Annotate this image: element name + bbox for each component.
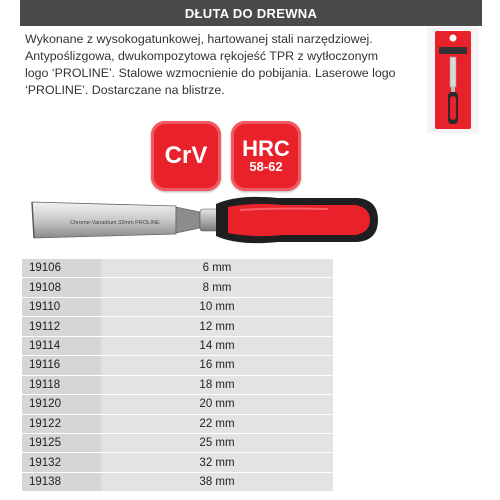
product-code-cell: 19120 xyxy=(22,395,101,414)
product-code-cell: 19118 xyxy=(22,375,101,394)
spec-table xyxy=(22,259,333,492)
table-row xyxy=(22,433,333,452)
table-row xyxy=(22,375,333,394)
table-row xyxy=(22,259,333,278)
product-code-cell: 19114 xyxy=(22,336,101,355)
product-code-cell: 19108 xyxy=(22,278,101,297)
description-line: Antypoślizgowa, dwukompozytowa rękojeść TPR z wytłoczonym xyxy=(25,49,379,63)
size-cell: 18 mm xyxy=(101,375,333,394)
size-cell: 20 mm xyxy=(101,395,333,414)
product-code-cell: 19116 xyxy=(22,356,101,375)
product-description xyxy=(25,31,415,99)
table-row xyxy=(22,414,333,433)
chisel-image xyxy=(28,190,380,250)
description-line: ‘PROLINE’. Dostarczane na blistrze. xyxy=(25,83,225,97)
crv-badge xyxy=(151,121,221,191)
crv-badge-label: CrV xyxy=(164,142,208,169)
product-code-cell: 19106 xyxy=(22,259,101,278)
blade-engraving: Chrome-Vanadium 32mm PROLINE xyxy=(70,220,160,226)
page-title-bar xyxy=(20,0,482,26)
size-cell: 16 mm xyxy=(101,356,333,375)
table-row xyxy=(22,356,333,375)
size-cell: 12 mm xyxy=(101,317,333,336)
table-row xyxy=(22,395,333,414)
description-line: Wykonane z wysokogatunkowej, hartowanej stali narzędziowej. xyxy=(25,32,373,46)
size-cell: 8 mm xyxy=(101,278,333,297)
product-code-cell: 19112 xyxy=(22,317,101,336)
table-row xyxy=(22,297,333,316)
product-code-cell: 19122 xyxy=(22,414,101,433)
size-cell: 6 mm xyxy=(101,259,333,278)
hrc-badge xyxy=(231,121,301,191)
table-row xyxy=(22,472,333,491)
hrc-badge-range: 58-62 xyxy=(249,159,283,174)
size-cell: 32 mm xyxy=(101,453,333,472)
size-cell: 22 mm xyxy=(101,414,333,433)
size-cell: 25 mm xyxy=(101,433,333,452)
size-cell: 10 mm xyxy=(101,297,333,316)
table-row xyxy=(22,336,333,355)
table-row xyxy=(22,453,333,472)
page-title: DŁUTA DO DREWNA xyxy=(184,5,318,21)
table-row xyxy=(22,278,333,297)
description-line: logo ‘PROLINE’. Stalowe wzmocnienie do pobijania. Laserowe logo xyxy=(25,66,396,80)
table-row xyxy=(22,317,333,336)
size-cell: 38 mm xyxy=(101,472,333,491)
hrc-badge-label: HRC xyxy=(242,136,290,161)
product-code-cell: 19132 xyxy=(22,453,101,472)
product-code-cell: 19138 xyxy=(22,472,101,491)
product-code-cell: 19110 xyxy=(22,297,101,316)
blister-pack-image xyxy=(427,27,479,133)
size-cell: 14 mm xyxy=(101,336,333,355)
product-code-cell: 19125 xyxy=(22,433,101,452)
